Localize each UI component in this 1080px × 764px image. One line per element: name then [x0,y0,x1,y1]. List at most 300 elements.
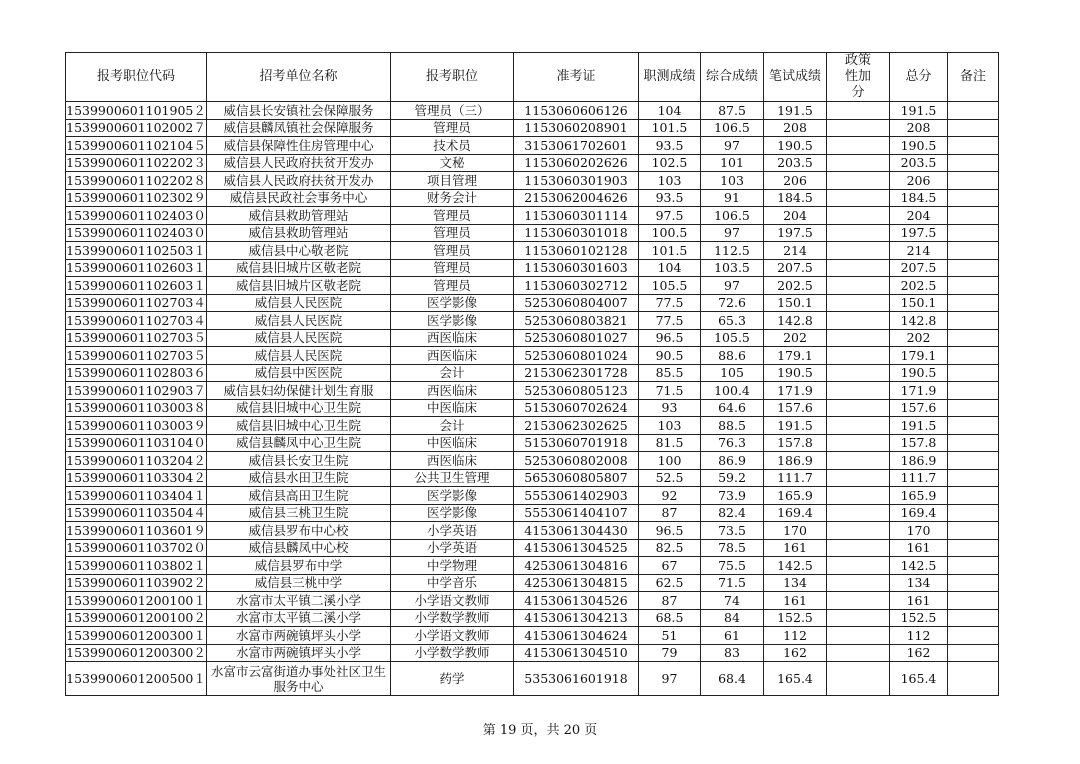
table-cell [827,487,890,505]
table-cell: 204 [890,207,948,225]
table-row [66,277,999,295]
table-cell: 105.5 [701,329,764,347]
table-cell: 103 [639,172,701,190]
table-cell: 小学英语 [391,522,514,540]
table-cell: 4253061304815 [514,574,639,592]
table-body [66,102,999,696]
table-cell [827,382,890,400]
table-cell: 96.5 [639,522,701,540]
table-cell: 206 [890,172,948,190]
table-cell: 204 [764,207,827,225]
table-row [66,189,999,207]
table-cell: 威信县罗布中学 [207,557,391,575]
table-cell: 104 [639,102,701,120]
table-cell [827,539,890,557]
table-cell: 1539900601103003８ [66,400,206,416]
table-cell: 1153060301018 [514,224,639,242]
table-cell: 1539900601102903７ [66,382,206,398]
table-cell: 4153061304510 [514,644,639,662]
table-cell: 73.9 [701,487,764,505]
table-cell: 207.5 [890,259,948,277]
table-cell: 1153060302712 [514,277,639,295]
table-cell: 小学语文教师 [391,592,514,610]
table-cell: 134 [764,574,827,592]
table-cell: 医学影像 [391,487,514,505]
table-cell: 1539900601200300２ [66,645,206,661]
table-cell: 中医临床 [391,399,514,417]
page-footer: 第 19 页，共 20 页 [482,723,598,738]
table-row [66,662,999,696]
table-cell: 77.5 [639,312,701,330]
table-cell: 会计 [391,364,514,382]
header-cell: 准考证 [514,53,639,102]
table-cell: 87 [639,504,701,522]
table-cell [827,329,890,347]
table-cell: 公共卫生管理 [391,469,514,487]
table-cell: 1539900601103504４ [66,505,206,521]
table-cell: 威信县长安镇社会保障服务 [207,102,391,120]
table-cell: 190.5 [890,137,948,155]
table-row [66,364,999,382]
table-cell: 96.5 [639,329,701,347]
table-cell [827,574,890,592]
table-cell: 威信县人民医院 [207,347,391,365]
table-cell: 134 [890,574,948,592]
table-cell: 71.5 [639,382,701,400]
table-cell: 药学 [391,662,514,696]
table-cell [948,102,999,120]
table-cell [827,277,890,295]
table-cell [948,312,999,330]
table-cell: 威信县旧城中心卫生院 [207,399,391,417]
table-cell: 152.5 [890,609,948,627]
table-cell: 威信县麟凤中心卫生院 [207,434,391,452]
table-row [66,172,999,190]
table-cell [827,609,890,627]
table-cell: 51 [639,627,701,645]
table-cell: 威信县水田卫生院 [207,469,391,487]
table-cell [948,364,999,382]
table-cell: 1539900601103404１ [66,487,206,503]
table-cell [948,399,999,417]
table-cell: 202 [764,329,827,347]
table-cell: 112.5 [701,242,764,260]
table-cell: 90.5 [639,347,701,365]
table-cell [948,662,999,696]
table-row [66,417,999,435]
table-cell: 4153061304525 [514,539,639,557]
table-cell: 202 [890,329,948,347]
table-cell: 93.5 [639,137,701,155]
table-cell: 170 [764,522,827,540]
table-row [66,469,999,487]
table-cell: 威信县妇幼保健计划生育服 [207,382,391,400]
table-cell: 103 [639,417,701,435]
table-cell [948,452,999,470]
table-cell: 157.6 [764,399,827,417]
table-cell: 中医临床 [391,434,514,452]
table-cell [827,189,890,207]
table-row [66,574,999,592]
table-cell: 162 [764,644,827,662]
table-cell: 186.9 [890,452,948,470]
table-cell: 97 [639,662,701,696]
table-cell: 1539900601102603１ [66,277,206,293]
table-cell: 1539900601103104０ [66,435,206,451]
table-row [66,294,999,312]
table-cell: 1539900601102202３ [66,155,206,171]
table-cell: 1539900601103003９ [66,417,206,433]
table-cell: 5553061402903 [514,487,639,505]
table-cell: 1153060202626 [514,154,639,172]
table-cell: 93 [639,399,701,417]
table-cell [948,592,999,610]
table-cell [827,522,890,540]
table-cell: 101.5 [639,242,701,260]
table-cell: 190.5 [764,364,827,382]
table-cell: 103.5 [701,259,764,277]
table-cell: 68.5 [639,609,701,627]
table-cell [827,242,890,260]
table-cell: 162 [890,644,948,662]
table-cell: 79 [639,644,701,662]
table-cell: 1539900601103601９ [66,522,206,538]
table-cell: 157.8 [764,434,827,452]
table-cell: 100.5 [639,224,701,242]
table-cell: 1539900601102603１ [66,260,206,276]
header-cell: 招考单位名称 [207,53,391,102]
table-cell: 203.5 [890,154,948,172]
table-cell [948,207,999,225]
table-cell: 小学数学教师 [391,609,514,627]
table-cell: 会计 [391,417,514,435]
table-cell: 5253060803821 [514,312,639,330]
table-row [66,259,999,277]
table-cell: 84 [701,609,764,627]
table-cell: 1539900601102803６ [66,365,206,381]
header-cell: 总分 [890,53,948,102]
table-cell: 5653060805807 [514,469,639,487]
table-cell [948,382,999,400]
table-cell: 171.9 [890,382,948,400]
table-cell [827,662,890,696]
table-cell: 93.5 [639,189,701,207]
table-cell: 小学数学教师 [391,644,514,662]
table-cell: 169.4 [890,504,948,522]
table-cell: 88.6 [701,347,764,365]
table-cell: 威信县中心敬老院 [207,242,391,260]
table-cell: 1539900601103902２ [66,575,206,591]
table-cell [948,242,999,260]
table-cell: 142.8 [890,312,948,330]
table-row [66,102,999,120]
table-cell: 管理员 [391,207,514,225]
table-cell: 威信县中医医院 [207,364,391,382]
table-cell [827,557,890,575]
table-cell [827,504,890,522]
table-cell: 112 [764,627,827,645]
table-cell: 150.1 [764,294,827,312]
table-cell: 5353061601918 [514,662,639,696]
table-cell: 142.8 [764,312,827,330]
table-cell: 165.9 [890,487,948,505]
table-cell: 97 [701,137,764,155]
table-cell: 管理员 [391,259,514,277]
table-cell: 1539900601200300１ [66,627,206,643]
table-cell: 威信县人民政府扶贫开发办 [207,154,391,172]
table-cell: 111.7 [764,469,827,487]
table-cell: 威信县麟凤中心校 [207,539,391,557]
table-cell: 1539900601102503１ [66,242,206,258]
table-cell: 小学英语 [391,539,514,557]
table-cell: 威信县旧城中心卫生院 [207,417,391,435]
table-cell: 191.5 [764,417,827,435]
table-cell: 214 [764,242,827,260]
table-cell: 威信县麟凤镇社会保障服务 [207,119,391,137]
table-cell: 威信县民政社会事务中心 [207,189,391,207]
table-cell: 1153060301603 [514,259,639,277]
table-cell: 1539900601102403０ [66,225,206,241]
table-cell: 1539900601200100１ [66,592,206,608]
table-cell [948,609,999,627]
table-cell: 5253060805123 [514,382,639,400]
table-row [66,207,999,225]
table-cell: 191.5 [890,102,948,120]
table-cell: 水富市两碗镇坪头小学 [207,627,391,645]
table-cell: 71.5 [701,574,764,592]
table-cell: 西医临床 [391,382,514,400]
table-cell: 西医临床 [391,329,514,347]
table-row [66,382,999,400]
table-cell: 4153061304526 [514,592,639,610]
table-cell [827,154,890,172]
table-cell: 威信县三桃中学 [207,574,391,592]
table-cell [827,259,890,277]
table-row [66,224,999,242]
table-cell: 157.6 [890,399,948,417]
table-cell: 161 [764,592,827,610]
table-cell: 64.6 [701,399,764,417]
table-cell: 医学影像 [391,504,514,522]
table-cell [948,189,999,207]
table-row [66,137,999,155]
header-cell: 笔试成绩 [764,53,827,102]
table-cell: 5253060804007 [514,294,639,312]
score-table [65,52,999,696]
table-cell: 202.5 [890,277,948,295]
table-cell: 1539900601102703４ [66,295,206,311]
table-cell: 1539900601200500１ [66,662,207,696]
table-cell: 150.1 [890,294,948,312]
table-row [66,557,999,575]
table-cell: 88.5 [701,417,764,435]
table-cell: 西医临床 [391,347,514,365]
table-cell: 106.5 [701,207,764,225]
table-cell: 142.5 [890,557,948,575]
table-cell: 82.4 [701,504,764,522]
header-cell: 备注 [948,53,999,102]
table-cell: 威信县保障性住房管理中心 [207,137,391,155]
table-cell [827,207,890,225]
table-cell [948,469,999,487]
table-cell: 1539900601103702０ [66,540,206,556]
table-cell [948,557,999,575]
table-cell [948,329,999,347]
table-cell: 3153061702601 [514,137,639,155]
table-cell: 管理员 [391,119,514,137]
table-cell: 104 [639,259,701,277]
table-cell: 203.5 [764,154,827,172]
table-cell: 2153062004626 [514,189,639,207]
table-cell: 项目管理 [391,172,514,190]
table-cell: 87 [639,592,701,610]
header-cell: 报考职位 [391,53,514,102]
table-cell: 85.5 [639,364,701,382]
table-cell: 59.2 [701,469,764,487]
table-cell: 5153060702624 [514,399,639,417]
table-cell: 169.4 [764,504,827,522]
table-cell [948,277,999,295]
table-cell [827,627,890,645]
table-cell [948,347,999,365]
table-cell: 威信县旧城片区敬老院 [207,259,391,277]
table-cell: 61 [701,627,764,645]
header-cell: 报考职位代码 [66,53,207,102]
table-cell: 威信县高田卫生院 [207,487,391,505]
table-cell [827,417,890,435]
table-cell: 165.9 [764,487,827,505]
table-cell: 161 [764,539,827,557]
table-cell: 184.5 [890,189,948,207]
table-cell: 190.5 [764,137,827,155]
table-cell: 西医临床 [391,452,514,470]
table-cell: 财务会计 [391,189,514,207]
table-cell [827,364,890,382]
table-cell: 水富市两碗镇坪头小学 [207,644,391,662]
table-cell: 208 [764,119,827,137]
table-cell: 1539900601101905２ [66,102,206,118]
table-cell: 76.3 [701,434,764,452]
table-cell: 威信县人民医院 [207,294,391,312]
table-row [66,592,999,610]
table-cell [827,224,890,242]
table-cell: 水富市云富街道办事处社区卫生服务中心 [207,662,391,696]
table-cell [948,119,999,137]
table-cell: 2153062301728 [514,364,639,382]
table-cell [827,102,890,120]
table-row [66,504,999,522]
table-cell: 142.5 [764,557,827,575]
table-cell: 文秘 [391,154,514,172]
table-cell: 179.1 [764,347,827,365]
table-row [66,242,999,260]
table-cell: 水富市太平镇二溪小学 [207,609,391,627]
table-cell: 管理员 [391,277,514,295]
table-cell [948,574,999,592]
table-row [66,539,999,557]
table-cell: 1539900601102302９ [66,190,206,206]
table-cell: 1539900601102403０ [66,207,206,223]
table-cell: 中学音乐 [391,574,514,592]
table-cell: 179.1 [890,347,948,365]
table-cell [948,154,999,172]
table-cell: 2153062302625 [514,417,639,435]
table-cell: 91 [701,189,764,207]
table-cell: 97 [701,224,764,242]
table-cell: 86.9 [701,452,764,470]
table-cell: 管理员 [391,224,514,242]
table-cell: 101 [701,154,764,172]
table-cell: 82.5 [639,539,701,557]
table-cell: 1153060102128 [514,242,639,260]
table-cell: 1153060606126 [514,102,639,120]
table-cell: 170 [890,522,948,540]
table-cell [827,312,890,330]
table-cell: 1539900601200100２ [66,610,206,626]
table-cell: 4253061304816 [514,557,639,575]
table-cell: 105.5 [639,277,701,295]
table-cell: 100 [639,452,701,470]
table-cell: 191.5 [764,102,827,120]
table-cell [827,452,890,470]
table-row [66,434,999,452]
table-cell: 65.3 [701,312,764,330]
table-row [66,119,999,137]
table-cell: 103 [701,172,764,190]
table-cell [948,644,999,662]
table-row [66,399,999,417]
table-cell: 1153060301114 [514,207,639,225]
table-cell: 165.4 [890,662,948,696]
table-cell [948,539,999,557]
table-row [66,627,999,645]
table-cell: 威信县救助管理站 [207,224,391,242]
table-cell: 1539900601103204２ [66,452,206,468]
table-cell [827,434,890,452]
table-cell: 73.5 [701,522,764,540]
table-cell: 81.5 [639,434,701,452]
table-cell: 1539900601102703５ [66,347,206,363]
table-row [66,347,999,365]
table-cell: 4153061304213 [514,609,639,627]
table-cell: 1539900601103802１ [66,557,206,573]
table-cell: 214 [890,242,948,260]
table-cell: 161 [890,592,948,610]
table-cell [827,592,890,610]
table-row [66,154,999,172]
table-cell [827,119,890,137]
table-cell: 191.5 [890,417,948,435]
table-cell: 68.4 [701,662,764,696]
table-cell [827,399,890,417]
table-cell: 1539900601102703５ [66,330,206,346]
table-cell: 威信县人民医院 [207,312,391,330]
table-row [66,312,999,330]
table-cell: 197.5 [890,224,948,242]
table-cell: 1153060208901 [514,119,639,137]
table-cell: 5153060701918 [514,434,639,452]
table-cell [827,172,890,190]
table-cell: 208 [890,119,948,137]
table-row [66,644,999,662]
table-cell: 152.5 [764,609,827,627]
table-cell [948,487,999,505]
table-cell: 190.5 [890,364,948,382]
table-cell: 83 [701,644,764,662]
table-cell: 1539900601102202８ [66,172,206,188]
table-cell: 威信县人民医院 [207,329,391,347]
table-cell: 102.5 [639,154,701,172]
